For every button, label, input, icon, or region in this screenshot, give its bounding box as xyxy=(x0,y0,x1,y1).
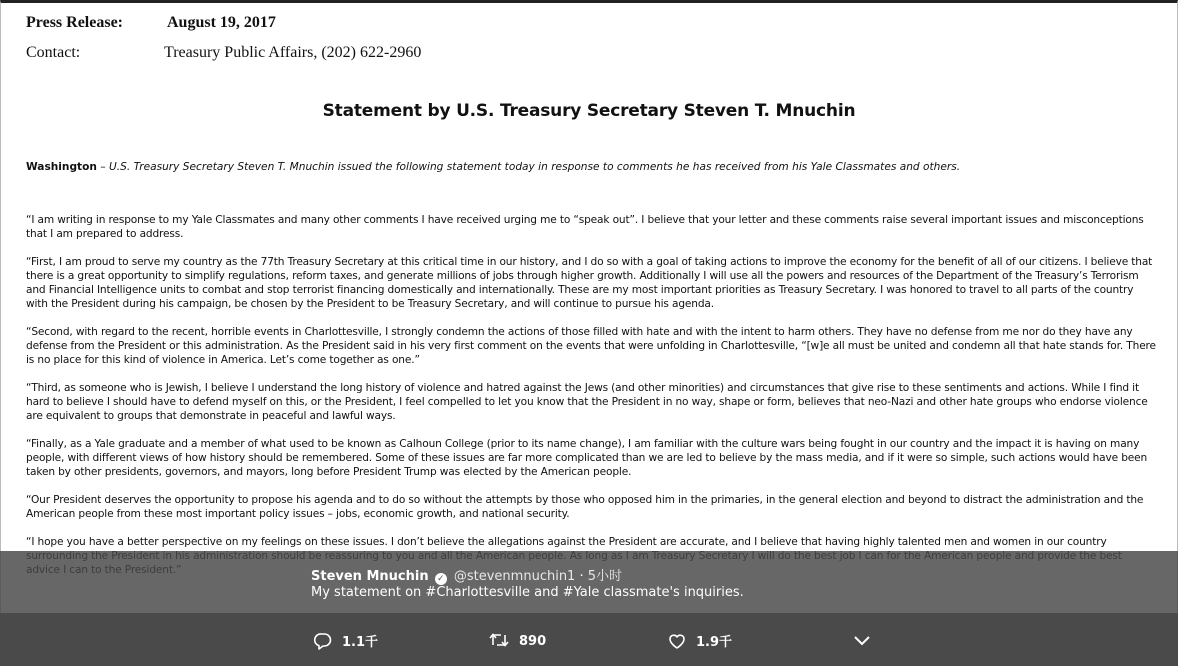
dateline-text: – U.S. Treasury Secretary Steven T. Mnuchin issued the following statement today in response to comments he has received from his Yale Classmates and others. xyxy=(96,161,961,173)
retweet-count: 890 xyxy=(519,634,547,649)
separator: · xyxy=(575,569,588,584)
statement-paragraph: “Finally, as a Yale graduate and a member of what used to be known as Calhoun College (prior to its name change), I am familiar with the culture wars being fought in our country and the impact it is having on many people, with different views of how history should be remembered. Some of these issues are far more complicated than we are led to believe by the mass media, and if it were so simple, such actions would have been taken by other presidents, governors, and mayors, long before President Trump was elected by the American people. xyxy=(26,438,1148,478)
like-button[interactable] xyxy=(668,631,732,649)
press-release-row xyxy=(26,14,276,32)
statement-paragraph: “Second, with regard to the recent, horrible events in Charlottesville, I strongly condemn the actions of those filled with hate and with the intent to harm others. They have no defense from me nor do they have any defense from the President or this administration. As the President said in his very first comment on the events that were unfolding in Charlottesville, “[w]e all must be united and condemn all that hate stands for. There is no place for this kind of violence in America. Let’s come together as one.” xyxy=(26,326,1156,366)
tweet-text: My statement on #Charlottesville and #Yale classmate's inquiries. xyxy=(311,585,744,600)
press-release-label: Press Release: xyxy=(26,14,123,31)
tweet-caption-overlay xyxy=(0,551,1178,613)
reply-count: 1.1千 xyxy=(342,635,379,650)
statement-title: Statement by U.S. Treasury Secretary Steven T. Mnuchin xyxy=(322,101,856,121)
statement-paragraph: “Our President deserves the opportunity to propose his agenda and to do so without the attempts by those who opposed him in the primaries, in the general election and beyond to distract the administration and the American people from these most important policy issues – jobs, economic growth, and national security. xyxy=(26,494,1144,520)
statement-paragraph: “I am writing in response to my Yale Classmates and many other comments I have received urging me to “speak out”. I believe that your letter and these comments raise several important issues and misconceptions that I am prepared to address. xyxy=(26,214,1144,240)
contact-value: Treasury Public Affairs, (202) 622-2960 xyxy=(164,44,422,61)
contact-row xyxy=(26,44,422,62)
reply-icon xyxy=(314,632,332,650)
author-handle[interactable]: @stevenmnuchin1 xyxy=(453,569,576,584)
statement-paragraph: “Third, as someone who is Jewish, I believe I understand the long history of violence and hatred against the Jews (and other minorities) and circumstances that give rise to these sentiments and actions. While I find it hard to believe I should have to defend myself on this, or the President, I feel compelled to let you know that the President in no way, shape or form, believes that neo-Nazi and other hate groups who endorse violence are equivalent to groups that demonstrate in peaceful and lawful ways. xyxy=(26,382,1148,422)
dateline xyxy=(26,161,1156,173)
statement-paragraph: “First, I am proud to serve my country as the 77th Treasury Secretary at this critical time in our history, and I do so with a goal of taking actions to improve the economy for the benefit of all of our citizens. I believe that there is a great opportunity to simplify regulations, reform taxes, and generate millions of jobs through higher growth. Additionally I will use all the powers and resources of the Department of the Treasury’s Terrorism and Financial Intelligence units to combat and stop terrorist financing domestically and internationally. These are my most important priorities as Treasury Secretary. I was honored to travel to all parts of the country with the President during his campaign, be chosen by the President to be Treasury Secretary, and will continue to pursue his agenda. xyxy=(26,256,1153,310)
dateline-place: Washington xyxy=(26,161,97,173)
tweet-timestamp[interactable]: 5小时 xyxy=(587,569,623,584)
tweet-author-line xyxy=(311,565,622,585)
tweet-action-bar xyxy=(0,613,1178,666)
heart-icon xyxy=(668,632,686,650)
press-release-date: August 19, 2017 xyxy=(167,14,276,31)
like-count: 1.9千 xyxy=(696,635,733,650)
contact-label: Contact: xyxy=(26,44,81,61)
retweet-button[interactable] xyxy=(489,631,546,649)
reply-button[interactable] xyxy=(314,631,378,649)
retweet-icon xyxy=(489,631,509,649)
author-name[interactable]: Steven Mnuchin xyxy=(311,569,429,584)
verified-badge-icon: ✓ xyxy=(435,573,447,585)
more-options-button[interactable] xyxy=(853,633,881,651)
statement-paragraph: “I hope you have a better perspective on my feelings on these issues. I don’t believe the allegations against the President are accurate, and I believe that having highly talented men and women in our country xyxy=(26,536,1107,548)
chevron-down-icon xyxy=(853,634,871,648)
